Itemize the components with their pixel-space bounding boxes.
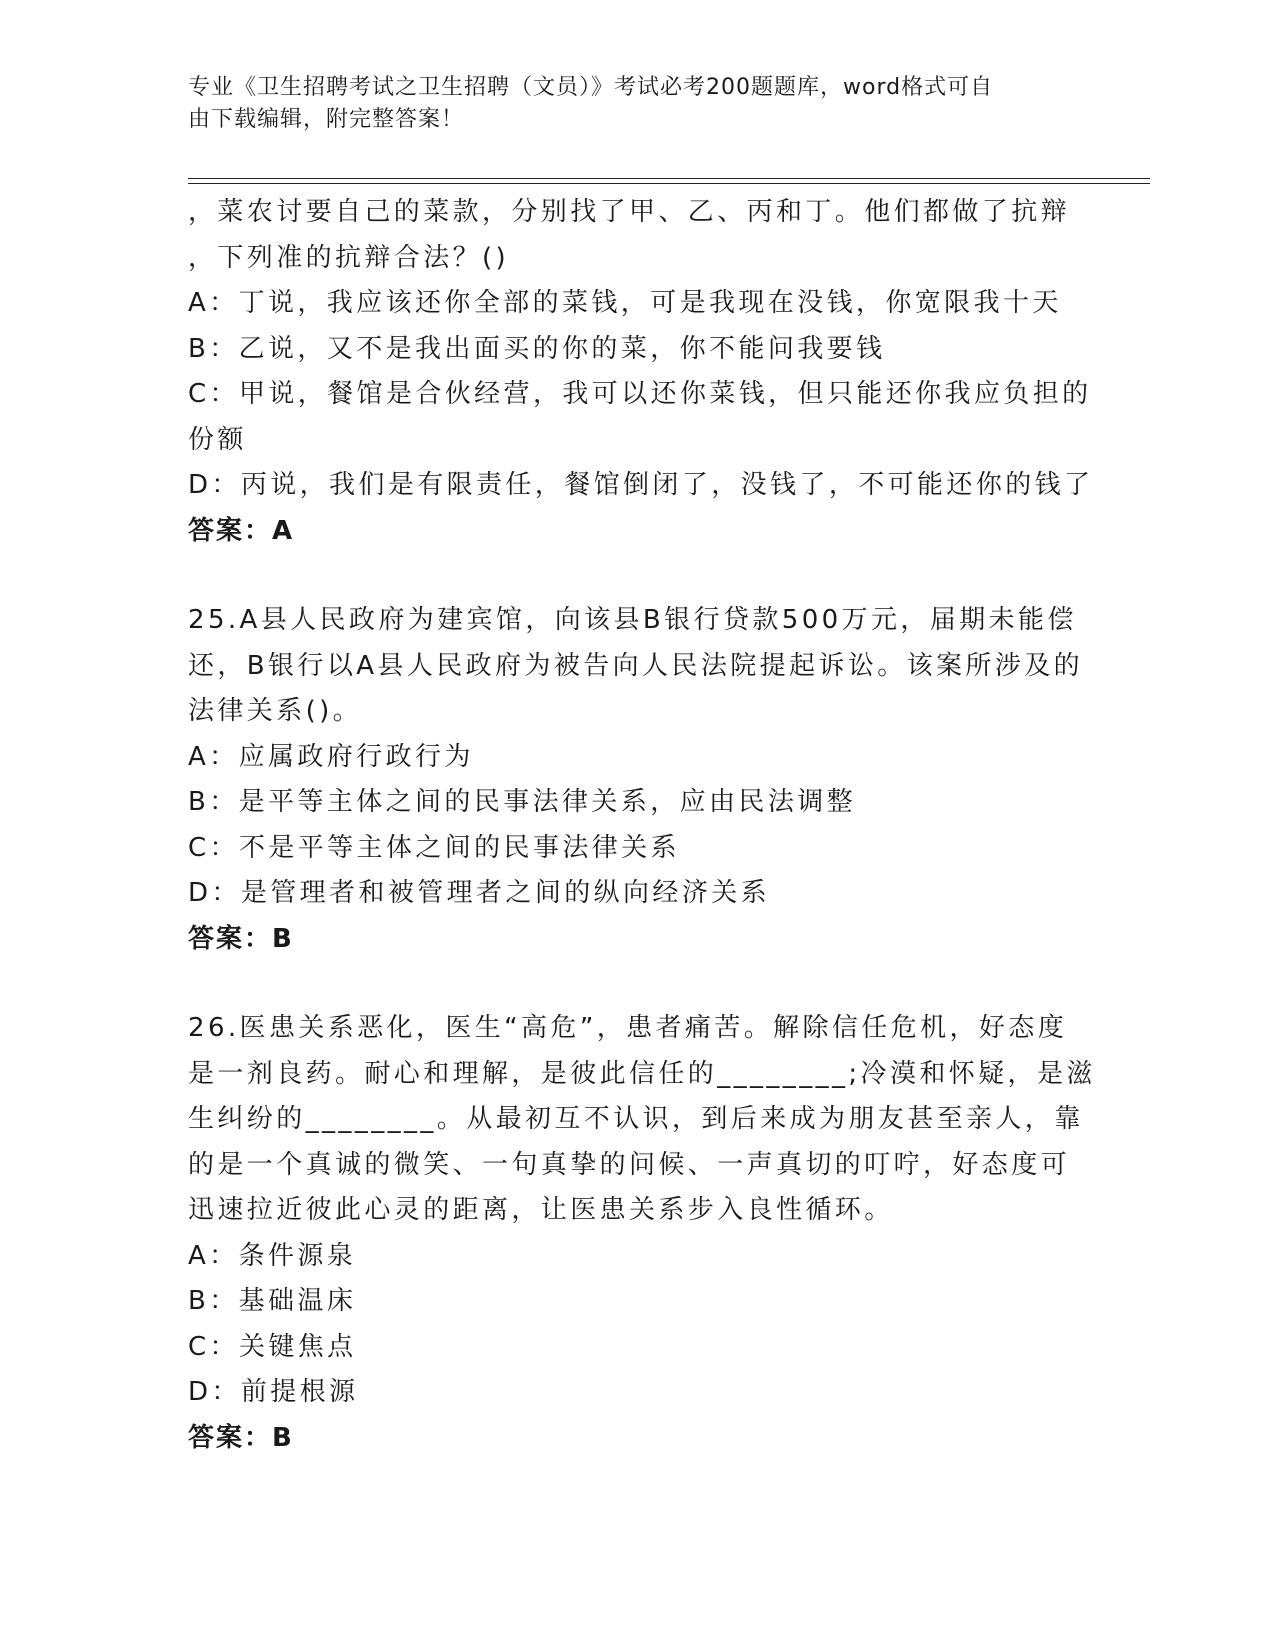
option-c: C：甲说，餐馆是合伙经营，我可以还你菜钱，但只能还你我应负担的 (188, 379, 1092, 409)
question-stem-line: 的是一个真诚的微笑、一句真挚的问候、一声真切的叮咛，好态度可 (188, 1149, 1071, 1180)
option-b: B：基础温床 (188, 1286, 357, 1316)
question-stem-line: 还，B银行以A县人民政府为被告向人民法院提起诉讼。该案所涉及的 (188, 650, 1084, 681)
question-stem-line: 是一剂良药。耐心和理解，是彼此信任的________;冷漠和怀疑，是滋 (188, 1058, 1096, 1089)
option-c-continued: 份额 (188, 424, 247, 455)
option-a: A：丁说，我应该还你全部的菜钱，可是我现在没钱，你宽限我十天 (188, 288, 1062, 318)
question-stem-line: 迅速拉近彼此心灵的距离，让医患关系步入良性循环。 (188, 1195, 894, 1225)
question-26 (188, 1006, 1096, 1461)
option-c: C：不是平等主体之间的民事法律关系 (188, 832, 680, 863)
document-header (188, 72, 1068, 136)
question-stem-line: 法律关系()。 (188, 696, 363, 726)
header-rule-top (188, 178, 1150, 179)
question-25 (188, 598, 1088, 962)
option-a: A：应属政府行政行为 (188, 741, 474, 772)
option-d: D：是管理者和被管理者之间的纵向经济关系 (188, 878, 771, 908)
document-body (188, 190, 1096, 1461)
question-stem-line: 26.医患关系恶化，医生“高危”，患者痛苦。解除信任危机，好态度 (188, 1013, 1068, 1043)
option-b: B：是平等主体之间的民事法律关系，应由民法调整 (188, 787, 857, 817)
option-b: B：乙说，又不是我出面买的你的菜，你不能问我要钱 (188, 333, 886, 364)
answer: 答案：B (188, 1422, 294, 1453)
option-a: A：条件源泉 (188, 1240, 357, 1271)
answer: 答案：B (188, 923, 294, 954)
question-stem-line: 25.A县人民政府为建宾馆，向该县B银行贷款500万元，届期未能偿 (188, 605, 1077, 635)
option-d: D：丙说，我们是有限责任，餐馆倒闭了，没钱了，不可能还你的钱了 (188, 470, 1094, 500)
answer: 答案：A (188, 515, 295, 546)
header-rule-bottom (188, 183, 1150, 184)
option-c: C：关键焦点 (188, 1331, 357, 1362)
spacer (188, 962, 1088, 1006)
spacer (188, 554, 1088, 598)
question-stem-line: ，菜农讨要自己的菜款，分别找了甲、乙、丙和丁。他们都做了抗辩 (188, 197, 1071, 227)
option-d: D：前提根源 (188, 1377, 359, 1407)
question-stem-line: 生纠纷的________。从最初互不认识，到后来成为朋友甚至亲人，靠 (188, 1104, 1084, 1134)
question-24 (188, 190, 1094, 554)
question-stem-line: ，下列准的抗辩合法？() (188, 242, 510, 273)
header-line-2: 由下载编辑，附完整答案！ (188, 107, 465, 132)
header-line-1: 专业《卫生招聘考试之卫生招聘（文员）》考试必考200题题库，word格式可自 (188, 75, 994, 100)
